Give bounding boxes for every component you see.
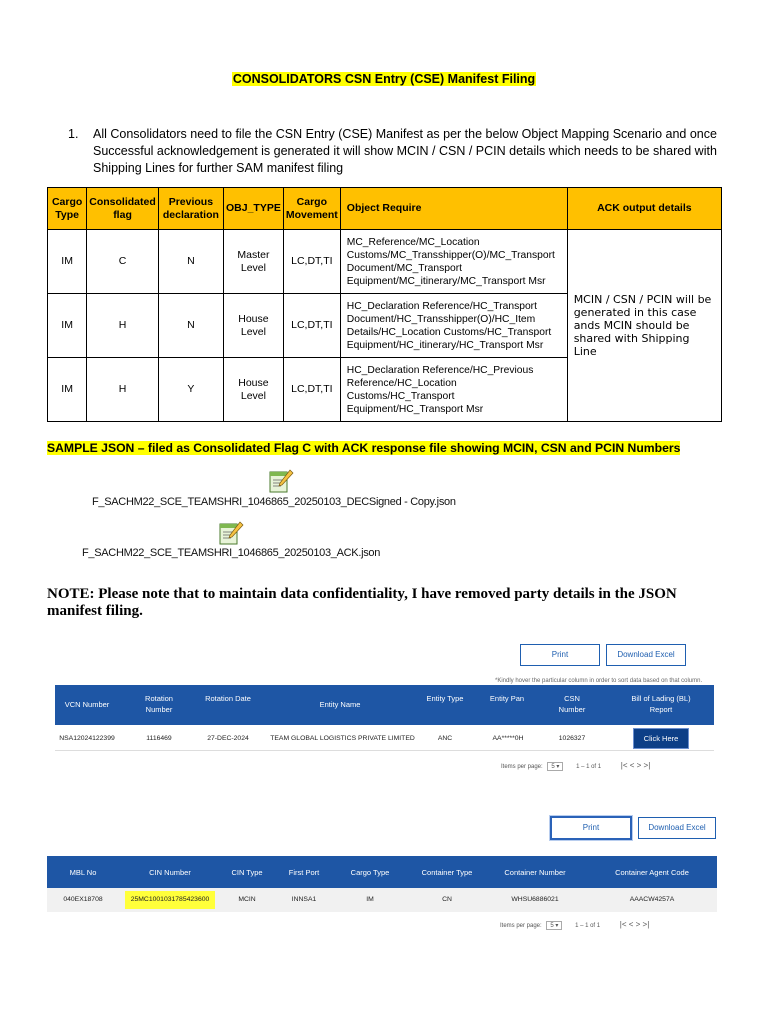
cell-cin-number: 25MC1001031785423600 — [125, 891, 215, 909]
col-container-type[interactable]: Container Type — [421, 868, 473, 877]
sort-hint: *Kindly hover the particular column in order to sort data based on that column. — [495, 678, 703, 684]
col-entity-type[interactable]: Entity Type — [426, 694, 464, 703]
col-entity-pan[interactable]: Entity Pan — [489, 694, 525, 703]
items-per-page-label: Items per page: — [500, 923, 542, 929]
page-size-select[interactable]: 5 ▾ — [547, 762, 563, 771]
cell-cargo-movement: LC,DT,TI — [283, 230, 340, 294]
cin-table-header — [47, 856, 717, 888]
print-button[interactable]: Print — [520, 644, 600, 666]
document-title: CONSOLIDATORS CSN Entry (CSE) Manifest Filing — [232, 72, 536, 86]
list-number: 1. — [68, 127, 79, 141]
cell-mbl-no: 040EX18708 — [63, 896, 103, 903]
col-container-number[interactable]: Container Number — [504, 868, 566, 877]
pagination — [501, 761, 650, 771]
notepad-file-icon[interactable] — [218, 520, 244, 546]
intro-list-item — [68, 126, 718, 177]
table-row — [55, 725, 714, 751]
pagination — [500, 920, 649, 930]
cell-object-require: MC_Reference/MC_Location Customs/MC_Transshipper(O)/MC_Transport Document/MC_Transport Equipment/MC_itinerary/MC_Transport Msr — [340, 230, 567, 294]
header-ack-output: ACK output details — [567, 188, 721, 230]
cell-cargo-type: IM — [48, 358, 87, 422]
cell-obj-type: House Level — [224, 358, 284, 422]
cell-container-agent-code: AAACW4257A — [629, 896, 675, 903]
cell-consolidated-flag: C — [87, 230, 159, 294]
cell-rotation-date: 27-DEC-2024 — [207, 735, 249, 742]
col-cin-number[interactable]: CIN Number — [149, 868, 191, 877]
download-excel-button[interactable]: Download Excel — [638, 817, 716, 839]
col-mbl-no[interactable]: MBL No — [69, 868, 97, 877]
header-cargo-movement: Cargo Movement — [283, 188, 340, 230]
intro-text: All Consolidators need to file the CSN Entry (CSE) Manifest as per the below Object Mapping Scenario and once Successful acknowledgement is generated it will show MCIN / CSN / PCIN details which needs to be shared with Shipping Lines for further SAM manifest filing — [93, 127, 717, 175]
table-header-row — [48, 188, 722, 230]
header-obj-type: OBJ_TYPE — [224, 188, 284, 230]
cell-first-port: INNSA1 — [291, 896, 317, 903]
cell-cargo-type: IM — [48, 294, 87, 358]
header-cargo-type: Cargo Type — [48, 188, 87, 230]
download-excel-button[interactable]: Download Excel — [606, 644, 686, 666]
header-previous-declaration: Previous declaration — [158, 188, 223, 230]
cell-entity-type: ANC — [437, 735, 453, 742]
cell-rotation-number: 1116469 — [146, 735, 172, 742]
confidentiality-note: NOTE: Please note that to maintain data confidentiality, I have removed party details in the JSON manifest filing. — [47, 586, 677, 619]
click-here-button[interactable]: Click Here — [633, 728, 689, 749]
cell-previous-declaration: Y — [158, 358, 223, 422]
col-entity-name[interactable]: Entity Name — [319, 700, 361, 709]
cell-entity-name: TEAM GLOBAL LOGISTICS PRIVATE LIMITED — [270, 735, 415, 742]
object-mapping-table — [47, 187, 722, 422]
pagination-nav-icons[interactable]: |< < > >| — [620, 761, 651, 770]
print-button[interactable]: Print — [550, 816, 632, 840]
cell-ack-output: MCIN / CSN / PCIN will be generated in this case ands MCIN should be shared with Shipping Line — [567, 230, 721, 422]
cell-obj-type: House Level — [224, 294, 284, 358]
col-first-port[interactable]: First Port — [288, 868, 320, 877]
table-row — [48, 230, 722, 294]
portal-screenshot-2 — [55, 812, 714, 942]
col-cargo-type[interactable]: Cargo Type — [350, 868, 390, 877]
cell-consolidated-flag: H — [87, 294, 159, 358]
cell-consolidated-flag: H — [87, 358, 159, 422]
cell-container-number: WHSU6886021 — [511, 896, 559, 903]
cell-entity-pan: AA*****0H — [492, 735, 524, 742]
header-object-require: Object Require — [340, 188, 567, 230]
cell-previous-declaration: N — [158, 230, 223, 294]
cell-vcn-number: NSA12024122399 — [59, 735, 115, 742]
cell-cargo-movement: LC,DT,TI — [283, 358, 340, 422]
col-bl-report[interactable]: Bill of Lading (BL) Report — [631, 694, 691, 714]
table-row — [47, 888, 717, 912]
notepad-file-icon[interactable] — [268, 468, 294, 494]
embedded-file-name[interactable]: F_SACHM22_SCE_TEAMSHRI_1046865_20250103_DECSigned - Copy.json — [92, 496, 456, 508]
col-cin-type[interactable]: CIN Type — [231, 868, 263, 877]
cell-object-require: HC_Declaration Reference/HC_Previous Reference/HC_Location Customs/HC_Transport Equipment/HC_Transport Msr — [340, 358, 567, 422]
items-per-page-label: Items per page: — [501, 764, 543, 770]
cell-previous-declaration: N — [158, 294, 223, 358]
cell-obj-type: Master Level — [224, 230, 284, 294]
page-range: 1 – 1 of 1 — [576, 764, 602, 770]
cell-csn-number: 1026327 — [558, 735, 586, 742]
col-container-agent-code[interactable]: Container Agent Code — [615, 868, 689, 877]
page-range: 1 – 1 of 1 — [575, 923, 601, 929]
cell-object-require: HC_Declaration Reference/HC_Transport Document/HC_Transshipper(O)/HC_Item Details/HC_Location Customs/HC_Transport Equipment/HC_itinerary/HC_Transport Msr — [340, 294, 567, 358]
vcn-table-header — [55, 685, 714, 725]
col-rotation-date[interactable]: Rotation Date — [205, 694, 251, 703]
header-consolidated-flag: Consolidated flag — [87, 188, 159, 230]
cell-cargo-type: IM — [48, 230, 87, 294]
embedded-file-name[interactable]: F_SACHM22_SCE_TEAMSHRI_1046865_20250103_ACK.json — [82, 547, 381, 559]
portal-screenshot-1 — [55, 640, 714, 780]
page-size-select[interactable]: 5 ▾ — [546, 921, 562, 930]
cell-container-type: CN — [442, 896, 452, 903]
sample-json-heading: SAMPLE JSON – filed as Consolidated Flag C with ACK response file showing MCIN, CSN and PCIN Numbers — [47, 441, 681, 455]
pagination-nav-icons[interactable]: |< < > >| — [619, 920, 650, 929]
col-rotation-number[interactable]: Rotation Number — [145, 694, 173, 714]
cell-cargo-movement: LC,DT,TI — [283, 294, 340, 358]
col-csn-number[interactable]: CSN Number — [558, 694, 586, 714]
cell-cargo-type: IM — [366, 896, 374, 903]
cell-cin-type: MCIN — [238, 896, 256, 903]
col-vcn-number[interactable]: VCN Number — [64, 700, 110, 709]
